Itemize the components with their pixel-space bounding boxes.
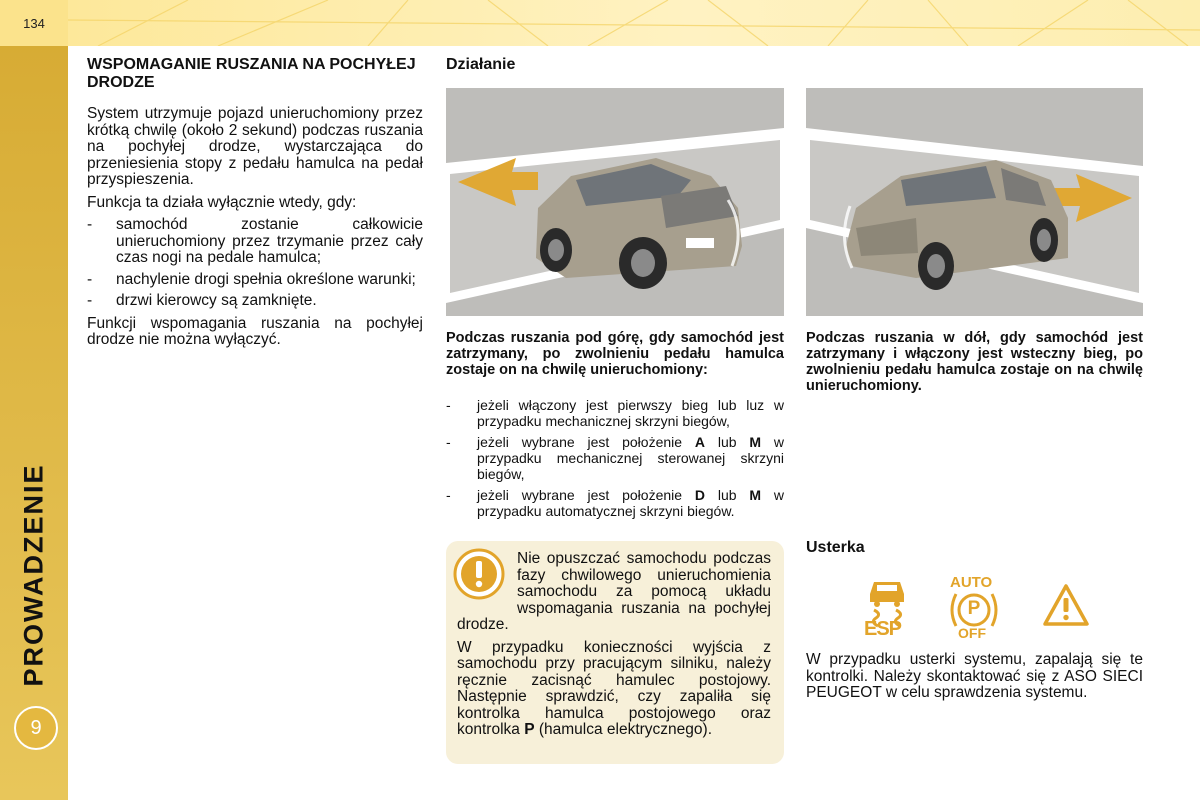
list-item: - jeżeli wybrane jest położenie D lub M w przypadku automatycznej skrzyni biegów. bbox=[446, 487, 784, 519]
off-label: OFF bbox=[958, 625, 986, 641]
page-number: 134 bbox=[0, 0, 68, 46]
uphill-conditions bbox=[446, 397, 784, 525]
warning-paragraph-2: W przypadku konieczności wyjścia z samochodu przy pracującym silniku, należy ręcznie zacisnąć hamulec postojowy. Następnie sprawdzić, czy zapaliła się kontrolka hamulca postojowego oraz kontrolka P (hamulca elektrycznego). bbox=[457, 638, 771, 738]
list-item: - jeżeli wybrane jest położenie A lub M w przypadku mechanicznej sterowanej skrzyni biegów, bbox=[446, 434, 784, 482]
list-item: - samochód zostanie całkowicie unieruchomiony przez trzymanie przez cały czas nogi na pedale hamulca; bbox=[87, 217, 423, 267]
list-item: - drzwi kierowcy są zamknięte. bbox=[87, 293, 423, 310]
header-pattern bbox=[68, 0, 1200, 46]
list-item: - jeżeli włączony jest pierwszy bieg lub luz w przypadku mechanicznej skrzyni biegów, bbox=[446, 397, 784, 429]
auto-label: AUTO bbox=[950, 574, 993, 591]
section-label: PROWADZENIE bbox=[18, 463, 49, 687]
fault-paragraph: W przypadku usterki systemu, zapalają się te kontrolki. Należy skontaktować się z ASO SIECI PEUGEOT w celu sprawdzenia systemu. bbox=[806, 651, 1143, 701]
alert-triangle-icon bbox=[1042, 583, 1090, 627]
p-label: P bbox=[967, 598, 981, 619]
operation-heading: Działanie bbox=[446, 56, 516, 73]
esp-label: ESP bbox=[864, 618, 902, 640]
fault-text-block bbox=[806, 652, 1143, 708]
downhill-caption: Podczas ruszania w dół, gdy samochód jest zatrzymany i włączony jest wsteczny bieg, po zwolnieniu pedału hamulca zostaje on na chwilę unieruchomiony. bbox=[806, 330, 1143, 394]
list-item: - nachylenie drogi spełnia określone warunki; bbox=[87, 272, 423, 289]
warning-paragraph-1: Nie opuszczać samochodu podczas fazy chwilowego unieruchomienia samochodu za pomocą układu wspomagania ruszania na pochyłej drodze. bbox=[457, 550, 771, 633]
uphill-caption: Podczas ruszania pod górę, gdy samochód jest zatrzymany, po zwolnieniu pedału hamulca zostaje on na chwilę unieruchomiony: bbox=[446, 330, 784, 378]
exclamation-icon bbox=[453, 548, 505, 600]
left-column bbox=[87, 106, 423, 355]
conditions-lead: Funkcja ta działa wyłącznie wtedy, gdy: bbox=[87, 193, 357, 211]
esp-warning-icon bbox=[862, 574, 912, 640]
auto-parking-brake-icon bbox=[946, 574, 1002, 640]
note-paragraph: Funkcji wspomagania ruszania na pochyłej drodze nie można wyłączyć. bbox=[87, 314, 423, 348]
section-title: WSPOMAGANIE RUSZANIA NA POCHYŁEJ DRODZE bbox=[87, 56, 416, 91]
intro-paragraph: System utrzymuje pojazd unieruchomiony przez krótką chwilę (około 2 sekund) podczas ruszania na pochyłej drodze, wystarczająca do przeniesienia stopy z pedału hamulca na pedał przyspieszenia. bbox=[87, 105, 423, 188]
warning-box bbox=[446, 541, 784, 764]
uphill-car-illustration bbox=[446, 88, 784, 316]
chapter-badge: 9 bbox=[14, 706, 58, 750]
conditions-list bbox=[87, 217, 423, 310]
header-band bbox=[68, 0, 1200, 46]
fault-heading: Usterka bbox=[806, 539, 865, 556]
downhill-car-illustration bbox=[806, 88, 1143, 316]
